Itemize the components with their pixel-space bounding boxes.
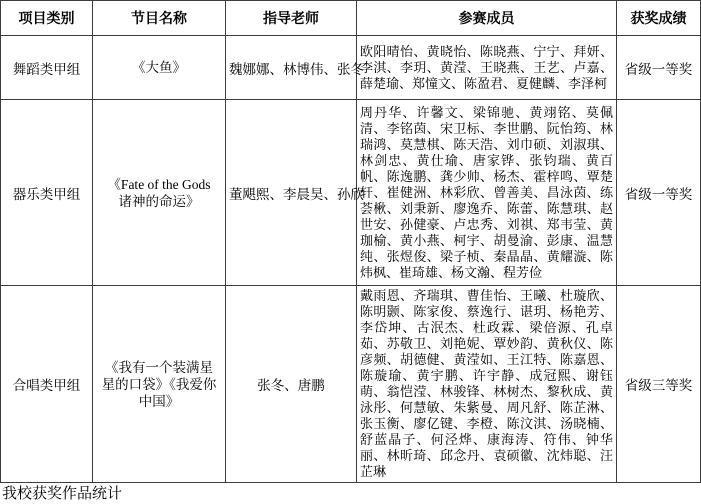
table-row-instrumental <box>1 100 701 286</box>
members-cell: 欧阳晴怡、黄晓怡、陈晓燕、宁宁、拜妍、李淇、李玥、黄滢、王晓燕、王艺、卢嘉、薛楚瑜、郑憧文、陈盈君、夏健麟、李泽柯 <box>357 36 617 100</box>
program-cell: 《我有一个装满星星的口袋》《我爱你中国》 <box>93 286 226 483</box>
instructor-cell: 董飓熙、李晨昊、孙欣 <box>226 100 357 286</box>
category-cell: 器乐类甲组 <box>1 100 93 286</box>
award-cell: 省级三等奖 <box>617 286 701 483</box>
instructor-cell: 张冬、唐鹏 <box>226 286 357 483</box>
header-members: 参赛成员 <box>357 1 617 36</box>
category-cell: 舞蹈类甲组 <box>1 36 93 100</box>
table-row-dance <box>1 36 701 100</box>
header-instructor: 指导老师 <box>226 1 357 36</box>
table-row-chorus <box>1 286 701 483</box>
table-caption: 我校获奖作品统计 <box>2 486 123 502</box>
table-header-row <box>1 1 701 36</box>
header-program-name: 节目名称 <box>93 1 226 36</box>
category-cell: 合唱类甲组 <box>1 286 93 483</box>
award-cell: 省级一等奖 <box>617 100 701 286</box>
members-cell: 周丹华、许馨文、梁锦驰、黄翊铭、莫佩清、李铭茵、宋卫标、李世鹏、阮怡筠、林瑞鸿、莫慧棋、陈天浩、刘巾硕、刘淑琪、林剑忠、黄仕瑜、唐家铧、张钧瑞、黄百帆、陈逸鹏、龚少帅、杨杰、霍梓鸣、覃楚轩、崔健洲、林彩欣、曾善美、昌泳茵、练荟楸、刘秉新、廖逸乔、陈蕾、陈慧琪、赵世安、孙健豪、卢忠秀、刘祺、郑韦莹、黄珈榆、黄小燕、柯宇、胡曼渝、彭康、温慧纯、张煜俊、梁子桢、秦晶晶、黄耀漩、陈炜枫、崔琦雄、杨文瀚、程芳俭 <box>357 100 617 286</box>
program-cell: 《Fate of the Gods诸神的命运》 <box>93 100 226 286</box>
header-award: 获奖成绩 <box>617 1 701 36</box>
members-cell: 戴雨恩、齐瑞琪、曹佳怡、王曦、杜璇欣、陈明颢、陈家俊、蔡逸行、谌玥、杨艳芳、李岱坤、古泯杰、杜政霖、梁倍源、孔卓茹、苏敬卫、刘艳妮、覃妙韵、黄秋仪、陈彦频、胡德健、黄滢如、王江特、陈嘉恩、陈璇瑜、黄宇鹏、许宇静、成冠熙、谢钰萌、翁恺滢、林骏锋、林树杰、黎秋成、黄泳彤、何慧敏、朱紫曼、周凡舒、陈芷淋、张玉衡、廖亿键、李橙、陈汶淇、汤晓楠、舒蓝晶子、何泾烨、康海涛、符伟、钟华丽、林昕琦、邱念丹、袁硕徽、沈炜聪、汪芷琳 <box>357 286 617 483</box>
header-category: 项目类别 <box>1 1 93 36</box>
program-cell: 《大鱼》 <box>93 36 226 100</box>
award-cell: 省级一等奖 <box>617 36 701 100</box>
instructor-cell: 魏娜娜、林博伟、张冬 <box>226 36 357 100</box>
